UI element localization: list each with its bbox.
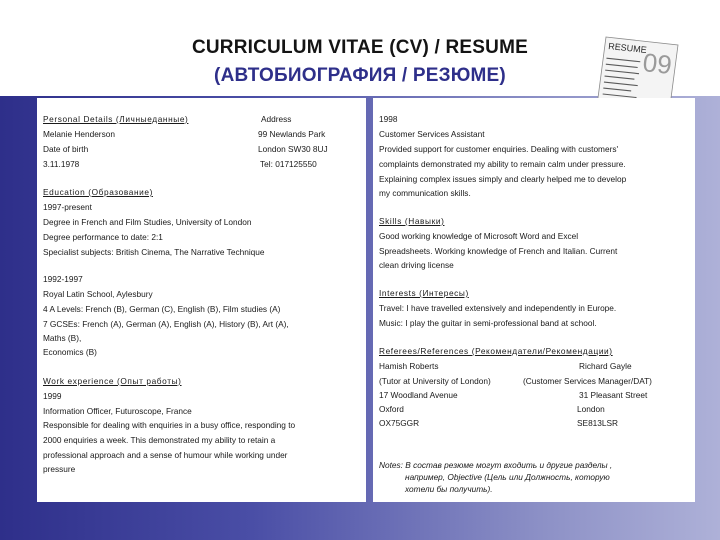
education-2-alevels: 4 A Levels: French (B), German (C), English (B), Film studies (A) — [43, 304, 281, 314]
notes-line-2: например, Objective (Цель или Должность, которую — [405, 472, 610, 482]
referee-2-name: Richard Gayle — [579, 361, 632, 371]
work-1-description-line-4: pressure — [43, 464, 76, 474]
education-heading: Education (Образование) — [43, 187, 153, 197]
education-2-gcses-line-1: 7 GCSEs: French (A), German (A), English (A), History (B), Art (A), — [43, 319, 289, 329]
work-2-description-line-3: Explaining complex issues simply and clearly helped me to develop — [379, 174, 627, 184]
work-experience-heading: Work experience (Опыт работы) — [43, 376, 182, 386]
candidate-name: Melanie Henderson — [43, 129, 115, 139]
referee-1-city: Oxford — [379, 404, 404, 414]
work-1-year: 1999 — [43, 391, 62, 401]
page-subtitle: (АВТОБИОГРАФИЯ / РЕЗЮМЕ) — [214, 65, 506, 86]
education-1-degree: Degree in French and Film Studies, University of London — [43, 217, 252, 227]
address-line-2: London SW30 8UJ — [258, 144, 328, 154]
right-column — [373, 98, 695, 502]
notes-line-3: хотели бы получить). — [405, 484, 493, 494]
referee-2-street: 31 Pleasant Street — [579, 390, 648, 400]
work-1-description-line-2: 2000 enquiries a week. This demonstrated my ability to retain a — [43, 435, 276, 445]
referee-2-postcode: SE813LSR — [577, 418, 619, 428]
dob-label: Date of birth — [43, 144, 89, 154]
referee-1-name: Hamish Roberts — [379, 361, 439, 371]
thumbnail-word: RESUME — [607, 41, 648, 56]
page-title: CURRICULUM VITAE (CV) / RESUME — [191, 37, 529, 58]
work-1-title: Information Officer, Futuroscope, France — [43, 406, 192, 416]
referee-2-role: (Customer Services Manager/DAT) — [523, 376, 652, 386]
skills-line-2: Spreadsheets. Working knowledge of French and Italian. Current — [379, 246, 618, 256]
education-2-school: Royal Latin School, Aylesbury — [43, 289, 153, 299]
work-2-description-line-4: my communication skills. — [379, 188, 471, 198]
personal-details-heading: Personal Details (Личныеданные) — [43, 114, 189, 124]
referee-1-postcode: OX75GGR — [379, 418, 420, 428]
work-2-description-line-1: Provided support for customer enquiries. Dealing with customers' — [379, 144, 619, 154]
skills-line-3: clean driving license — [379, 260, 454, 270]
interests-heading: Interests (Интересы) — [379, 288, 469, 298]
dob-value: 3.11.1978 — [43, 159, 80, 169]
skills-heading: Skills (Навыки) — [379, 216, 445, 226]
telephone: Tel: 017125550 — [260, 159, 317, 169]
education-2-gcses-line-2: Maths (B), — [43, 333, 82, 343]
education-1-subjects: Specialist subjects: British Cinema, The Narrative Technique — [43, 247, 265, 257]
work-1-description-line-3: professional approach and a sense of humour while working under — [43, 450, 288, 460]
address-line-1: 99 Newlands Park — [258, 129, 326, 139]
referee-1-street: 17 Woodland Avenue — [379, 390, 458, 400]
left-column — [37, 98, 366, 502]
interests-travel: Travel: I have travelled extensively and independently in Europe. — [379, 303, 617, 313]
work-2-description-line-2: complaints demonstrated my ability to remain calm under pressure. — [379, 159, 626, 169]
education-2-gcses-line-3: Economics (B) — [43, 347, 97, 357]
education-1-performance: Degree performance to date: 2:1 — [43, 232, 163, 242]
address-heading: Address — [261, 114, 292, 124]
notes-line-1: Notes: В состав резюме могут входить и другие разделы , — [379, 460, 613, 470]
thumbnail-year: 09 — [641, 47, 674, 80]
work-2-year: 1998 — [379, 114, 398, 124]
referees-heading: Referees/References (Рекомендатели/Рекомендации) — [379, 346, 613, 356]
education-1-period: 1997-present — [43, 202, 92, 212]
education-2-period: 1992-1997 — [43, 274, 83, 284]
interests-music: Music: I play the guitar in semi-professional band at school. — [379, 318, 597, 328]
referee-1-role: (Tutor at University of London) — [379, 376, 491, 386]
referee-2-city: London — [577, 404, 605, 414]
skills-line-1: Good working knowledge of Microsoft Word and Excel — [379, 231, 579, 241]
work-1-description-line-1: Responsible for dealing with enquiries in a busy office, responding to — [43, 420, 296, 430]
work-2-title: Customer Services Assistant — [379, 129, 485, 139]
